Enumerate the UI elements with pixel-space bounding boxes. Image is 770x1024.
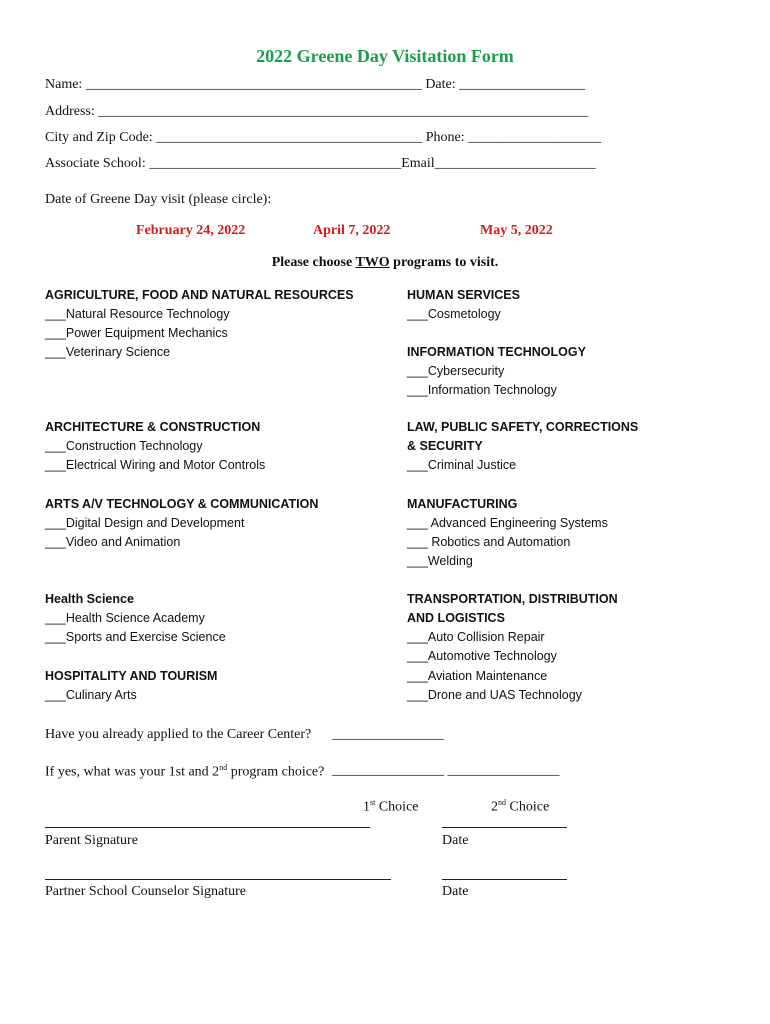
instruction-text-before: Please choose xyxy=(271,255,356,270)
visit-date-option-1[interactable]: February 24, 2022 xyxy=(136,223,246,238)
group-header-law-line2: & SECURITY xyxy=(407,439,483,453)
program-option[interactable]: ___Power Equipment Mechanics xyxy=(45,326,228,340)
group-header-transportation: TRANSPORTATION, DISTRIBUTION xyxy=(407,592,618,606)
second-choice-label xyxy=(491,798,549,816)
program-option[interactable]: ___Electrical Wiring and Motor Controls xyxy=(45,458,266,472)
program-option[interactable]: ___Veterinary Science xyxy=(45,345,171,359)
counselor-signature-line[interactable] xyxy=(45,879,391,880)
instruction-text-after: programs to visit. xyxy=(389,255,499,270)
program-option[interactable]: ___Information Technology xyxy=(407,383,557,397)
choice-question-sup: nd xyxy=(219,763,228,772)
group-header-arts: ARTS A/V TECHNOLOGY & COMMUNICATION xyxy=(45,497,319,511)
program-group-agriculture xyxy=(45,288,354,302)
group-header-human-services: HUMAN SERVICES xyxy=(407,288,520,302)
program-option[interactable]: ___Culinary Arts xyxy=(45,688,137,702)
first-choice-num: 1 xyxy=(363,799,370,815)
parent-date-line[interactable] xyxy=(442,827,567,828)
applied-question: Have you already applied to the Career Center? xyxy=(45,727,312,742)
group-header: AGRICULTURE, FOOD AND NATURAL RESOURCES xyxy=(45,288,354,302)
second-choice-num: 2 xyxy=(491,799,498,815)
first-choice-sup: st xyxy=(370,798,376,807)
address-field[interactable]: Address: ______________________________________________________________________ xyxy=(45,104,589,119)
group-header-manufacturing: MANUFACTURING xyxy=(407,497,518,511)
program-option[interactable]: ___Digital Design and Development xyxy=(45,516,245,530)
instruction-emphasis: TWO xyxy=(355,255,390,270)
program-choice-question xyxy=(45,763,324,781)
choice-question-pre: If yes, what was your 1st and 2 xyxy=(45,764,220,780)
first-choice-text: Choice xyxy=(375,799,419,815)
parent-signature-label: Parent Signature xyxy=(45,833,138,848)
parent-date-label: Date xyxy=(442,833,469,848)
program-option[interactable]: ___Drone and UAS Technology xyxy=(407,688,582,702)
program-option[interactable]: ___Construction Technology xyxy=(45,439,203,453)
program-option[interactable]: ___Aviation Maintenance xyxy=(407,669,548,683)
second-choice-sup: nd xyxy=(498,798,506,807)
visit-date-option-2[interactable]: April 7, 2022 xyxy=(313,223,391,238)
choice-question-post: program choice? xyxy=(227,764,325,780)
program-option[interactable]: ___Auto Collision Repair xyxy=(407,630,545,644)
counselor-date-line[interactable] xyxy=(442,879,567,880)
form-title: 2022 Greene Day Visitation Form xyxy=(256,46,514,66)
program-option[interactable]: ___Criminal Justice xyxy=(407,458,517,472)
first-choice-label xyxy=(363,798,419,816)
program-option[interactable]: ___Welding xyxy=(407,554,473,568)
program-option[interactable]: ___Natural Resource Technology xyxy=(45,307,230,321)
group-header-information-technology: INFORMATION TECHNOLOGY xyxy=(407,345,586,359)
applied-answer-field[interactable]: ________________ xyxy=(332,727,444,742)
counselor-date-label: Date xyxy=(442,884,469,899)
program-option[interactable]: ___Sports and Exercise Science xyxy=(45,630,226,644)
group-header-law: LAW, PUBLIC SAFETY, CORRECTIONS xyxy=(407,420,639,434)
program-option[interactable]: ___Cybersecurity xyxy=(407,364,505,378)
counselor-signature-label: Partner School Counselor Signature xyxy=(45,884,247,899)
name-date-field[interactable]: Name: ________________________________________________ Date: __________________ xyxy=(45,77,586,92)
program-option[interactable]: ___ Robotics and Automation xyxy=(407,535,571,549)
second-choice-text: Choice xyxy=(506,799,550,815)
program-option[interactable]: ___Cosmetology xyxy=(407,307,501,321)
program-choice-fields[interactable]: ________________ ________________ xyxy=(332,763,560,778)
program-instruction xyxy=(0,255,770,271)
city-phone-field[interactable]: City and Zip Code: ______________________________________ Phone: ___________________ xyxy=(45,130,602,145)
program-option[interactable]: ___Automotive Technology xyxy=(407,649,557,663)
program-option[interactable]: ___ Advanced Engineering Systems xyxy=(407,516,608,530)
group-header-transportation-line2: AND LOGISTICS xyxy=(407,611,505,625)
program-option[interactable]: ___Health Science Academy xyxy=(45,611,205,625)
program-option[interactable]: ___Video and Animation xyxy=(45,535,181,549)
school-email-field[interactable]: Associate School: ____________________________________Email_______________________ xyxy=(45,156,596,171)
group-header-health: Health Science xyxy=(45,592,134,606)
visit-date-prompt: Date of Greene Day visit (please circle): xyxy=(45,192,272,207)
visit-date-option-3[interactable]: May 5, 2022 xyxy=(480,223,553,238)
group-header-hospitality: HOSPITALITY AND TOURISM xyxy=(45,669,218,683)
group-header-architecture: ARCHITECTURE & CONSTRUCTION xyxy=(45,420,261,434)
parent-signature-line[interactable] xyxy=(45,827,370,828)
